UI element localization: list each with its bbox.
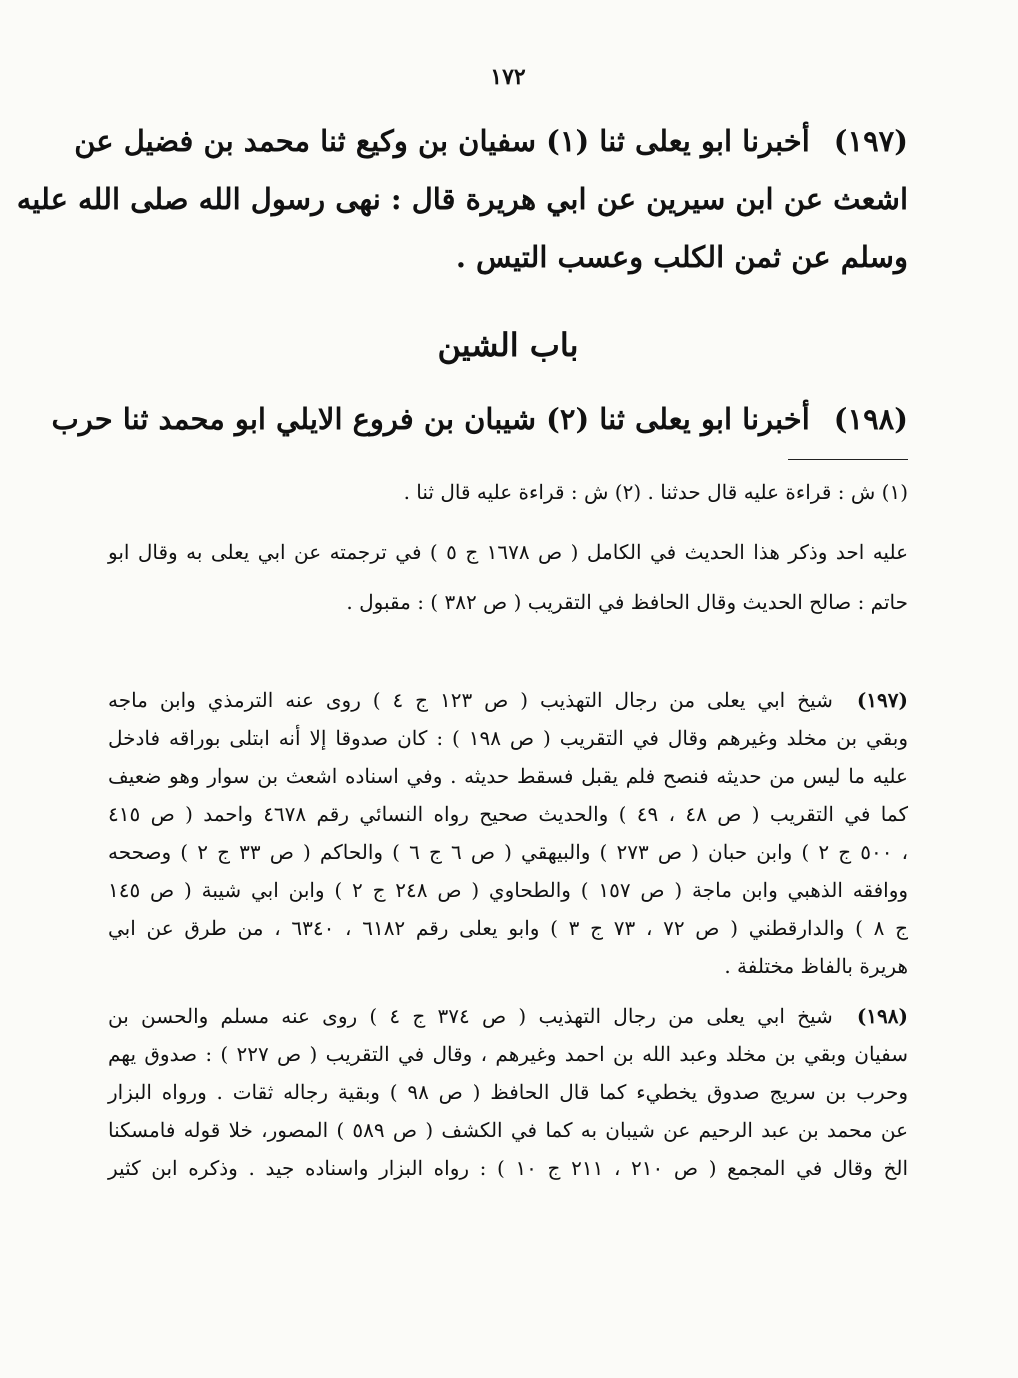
note-197-text-1: شيخ ابي يعلى من رجال التهذيب ( ص ١٢٣ ج ٤ ) روى عنه الترمذي وابن ماجه bbox=[108, 688, 833, 712]
note-197-line-7: ج ٨ ) والدارقطني ( ص ٧٢ ، ٧٣ ج ٣ ) وابو يعلى رقم ٦١٨٢ ، ٦٣٤٠ ، من طرق عن ابي bbox=[108, 916, 908, 940]
note-197-line-2: وبقي بن مخلد وغيرهم وقال في التقريب ( ص ١٩٨ ) : كان صدوقا إلا أنه ابتلى بوراقه فادخل bbox=[108, 726, 909, 750]
note-198-text-1: شيخ ابي يعلى من رجال التهذيب ( ص ٣٧٤ ج ٤ ) روى عنه مسلم والحسن بن bbox=[108, 1004, 833, 1028]
note-198-line-5: الخ وقال في المجمع ( ص ٢١٠ ، ٢١١ ج ١٠ ) : رواه البزار واسناده جيد . وذكره ابن كثير bbox=[108, 1156, 909, 1180]
footnotes-line: (١) ش : قراءة عليه قال حدثنا . (٢) ش : قراءة عليه قال ثنا . bbox=[403, 480, 908, 504]
hadith-198-line-1 bbox=[51, 402, 908, 436]
hadith-197-number: (١٩٧) bbox=[833, 124, 908, 158]
chapter-heading: باب الشين bbox=[437, 326, 579, 364]
hadith-197-text-1: أخبرنا ابو يعلى ثنا (١) سفيان بن وكيع ثنا محمد بن فضيل عن bbox=[74, 124, 810, 158]
hadith-197-line-3: وسلم عن ثمن الكلب وعسب التيس . bbox=[455, 240, 908, 274]
note-198-line-4: عن محمد بن عبد الرحيم عن شيبان به كما في الكشف ( ص ٥٨٩ ) المصور، خلا قوله فامسكنا bbox=[108, 1118, 909, 1142]
continuation-note-line-1: عليه احد وذكر هذا الحديث في الكامل ( ص ١٦٧٨ ج ٥ ) في ترجمته عن ابي يعلى به وقال ابو bbox=[108, 540, 909, 564]
note-198-line-2: سفيان وبقي بن مخلد وعبد الله بن احمد وغيرهم ، وقال في التقريب ( ص ٢٢٧ ) : صدوق يهم bbox=[108, 1042, 908, 1066]
note-197-line-6: ووافقه الذهبي وابن ماجة ( ص ١٥٧ ) والطحاوي ( ص ٢٤٨ ج ٢ ) وابن ابي شيبة ( ص ١٤٥ bbox=[108, 878, 909, 902]
note-197-line-5: ، ٥٠٠ ج ٢ ) وابن حبان ( ص ٢٧٣ ) والبيهقي ( ص ٦ ج ٦ ) والحاكم ( ص ٣٣ ج ٢ ) وصححه bbox=[108, 840, 909, 864]
book-page bbox=[16, 0, 909, 1378]
note-197-line-4: كما في التقريب ( ص ٤٨ ، ٤٩ ) والحديث صحيح رواه النسائي رقم ٤٦٧٨ واحمد ( ص ٤١٥ bbox=[108, 802, 908, 826]
note-197-number: (١٩٧) bbox=[856, 688, 908, 712]
footnote-separator bbox=[788, 459, 908, 460]
hadith-197-line-1 bbox=[74, 124, 908, 158]
hadith-198-text-1: أخبرنا ابو يعلى ثنا (٢) شيبان بن فروع الايلي ابو محمد ثنا حرب bbox=[51, 402, 810, 436]
note-197-line-3: عليه ما ليس من حديثه فنصح فلم يقبل فسقط حديثه . وفي اسناده اشعث بن سوار وهو ضعيف bbox=[108, 764, 908, 788]
note-198-line-1 bbox=[108, 1004, 908, 1028]
note-198-line-3: وحرب بن سريج صدوق يخطيء كما قال الحافظ ( ص ٩٨ ) وبقية رجاله ثقات . ورواه البزار bbox=[108, 1080, 908, 1104]
hadith-198-number: (١٩٨) bbox=[833, 402, 908, 436]
note-198-number: (١٩٨) bbox=[856, 1004, 908, 1028]
hadith-197-line-2: اشعث عن ابن سيرين عن ابي هريرة قال : نهى رسول الله صلى الله عليه bbox=[16, 182, 908, 216]
page-number: ١٧٢ bbox=[490, 64, 526, 90]
note-197-line-8: هريرة بالفاظ مختلفة . bbox=[724, 954, 908, 978]
continuation-note-line-2: حاتم : صالح الحديث وقال الحافظ في التقريب ( ص ٣٨٢ ) : مقبول . bbox=[346, 590, 908, 614]
note-197-line-1 bbox=[108, 688, 908, 712]
